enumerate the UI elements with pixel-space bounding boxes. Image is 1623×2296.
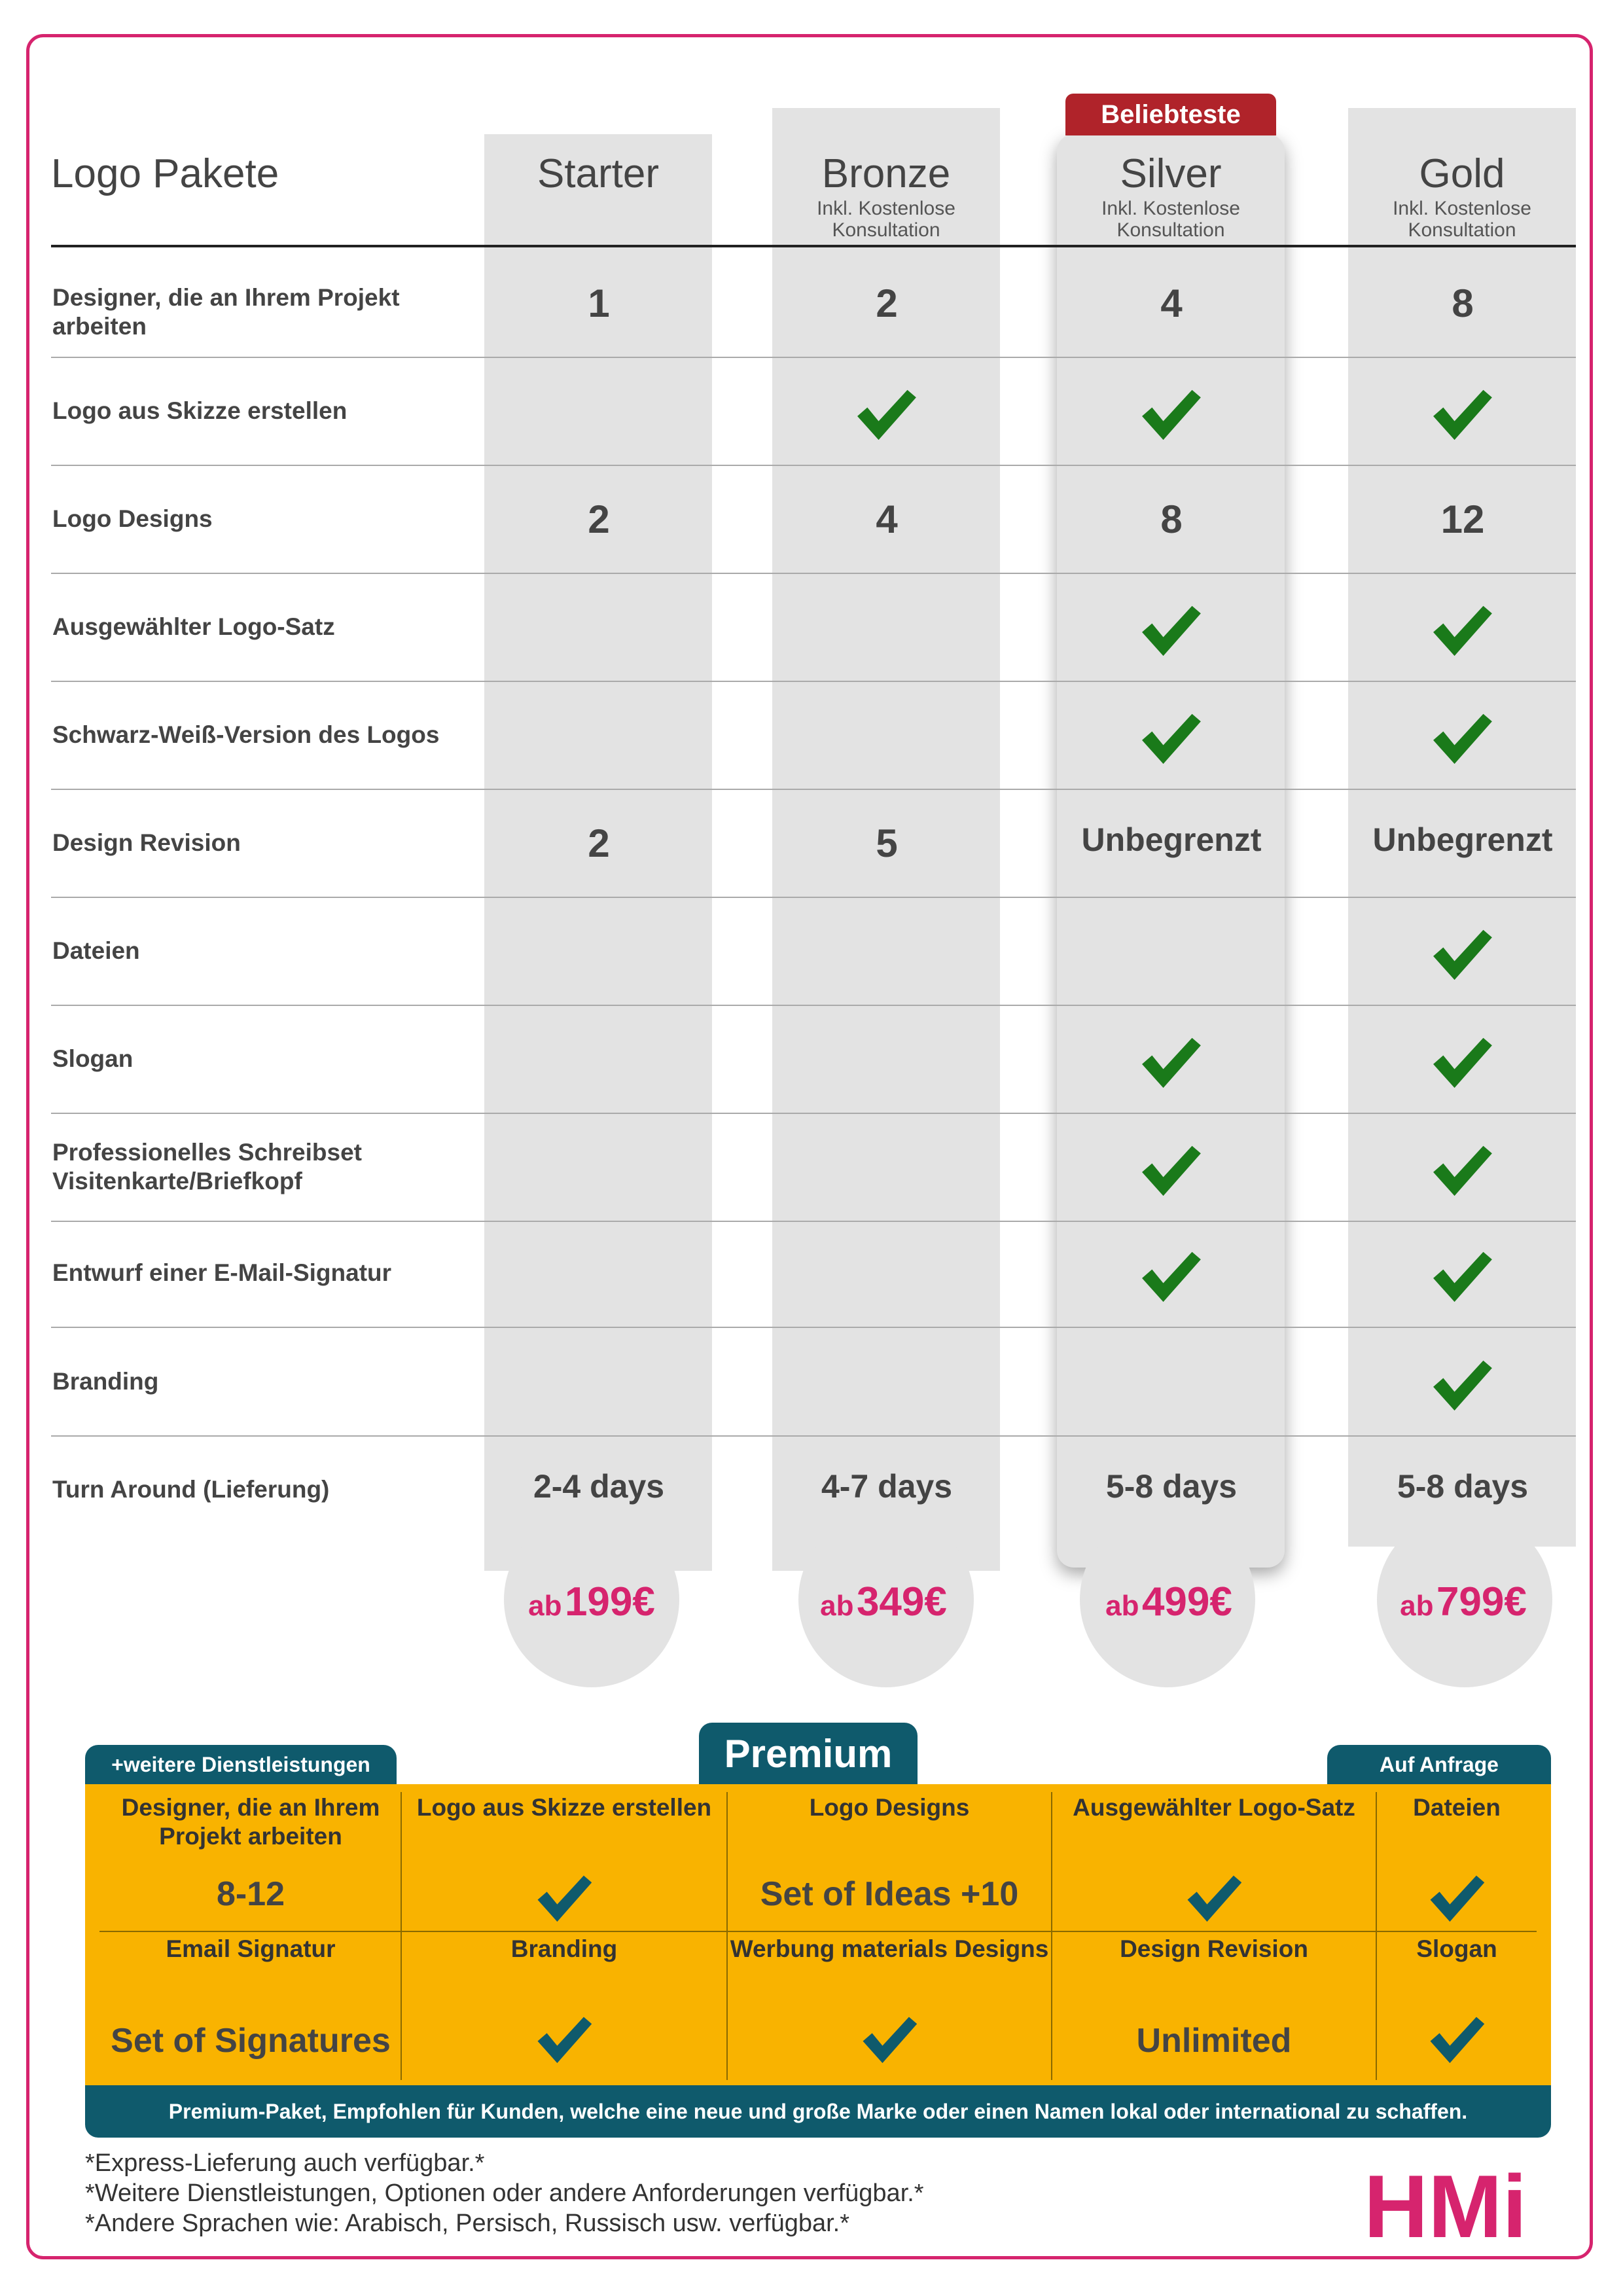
header-gold [1348,151,1576,241]
feature-label: Turn Around (Lieferung) [52,1475,330,1503]
feature-label: Ausgewählter Logo-Satz [52,613,335,640]
package-name: Bronze [821,151,951,196]
footnote: *Andere Sprachen wie: Arabisch, Persisch, Russisch usw. verfügbar.* [85,2210,850,2237]
price-prefix: ab [528,1590,562,1622]
feature-value: 5-8 days [1105,1467,1238,1505]
feature-value: 2 [588,821,610,865]
header-silver [1057,151,1285,241]
premium-column-divider [1376,1792,1377,2080]
feature-value: 4-7 days [821,1467,953,1505]
page-title: Logo Pakete [51,151,279,196]
row-divider [51,465,1576,466]
feature-value: 2-4 days [533,1467,665,1505]
package-subtitle: Konsultation [1408,219,1516,241]
price-silver [1071,1579,1267,1625]
footnote: *Express-Lieferung auch verfügbar.* [85,2149,485,2177]
premium-feature-label: Designer, die an Ihrem Projekt arbeiten [121,1794,380,1850]
footnote: *Weitere Dienstleistungen, Optionen oder andere Anforderungen verfügbar.* [85,2179,924,2207]
check-icon [1431,602,1493,658]
package-subtitle: Inkl. Kostenlose [817,198,955,219]
premium-column-divider [401,1792,402,2080]
premium-feature-label: Logo aus Skizze erstellen [416,1794,712,1821]
package-subtitle: Konsultation [832,219,940,241]
feature-value: 2 [588,497,610,541]
premium-feature-label: Dateien [1413,1794,1501,1821]
premium-feature-label: Ausgewählter Logo-Satz [1073,1794,1355,1821]
check-icon [1139,710,1202,766]
check-icon [1139,602,1202,658]
premium-check-icon [535,2013,593,2066]
price-prefix: ab [820,1590,854,1622]
row-divider [51,1005,1576,1006]
premium-feature-value: Unlimited [1136,2022,1292,2060]
premium-column-divider [726,1792,728,2080]
feature-value: 8 [1452,281,1474,325]
feature-label: Professionelles Schreibset Visitenkarte/Briefkopf [52,1138,362,1194]
feature-value: 5 [876,821,898,865]
package-subtitle: Inkl. Kostenlose [1101,198,1240,219]
price-starter [493,1579,690,1625]
package-name: Starter [537,151,660,196]
popular-badge: Beliebteste [1065,94,1276,135]
on-request-tab: Auf Anfrage [1327,1745,1551,1784]
check-icon [1139,1248,1202,1304]
check-icon [855,386,918,442]
header-divider [51,245,1576,247]
price-prefix: ab [1105,1590,1139,1622]
check-icon [1431,386,1493,442]
premium-feature-label: Werbung materials Designs [730,1935,1049,1962]
check-icon [1431,1357,1493,1413]
feature-label: Dateien [52,937,140,964]
premium-feature-label: Branding [510,1935,618,1962]
check-icon [1431,1142,1493,1198]
premium-column-divider [1051,1792,1052,2080]
premium-feature-label: Design Revision [1120,1935,1308,1962]
premium-check-icon [1428,2013,1486,2066]
row-divider [51,1435,1576,1437]
feature-label: Designer, die an Ihrem Projekt arbeiten [52,283,400,340]
row-divider [51,1221,1576,1222]
feature-value: 12 [1440,497,1485,541]
more-services-tab: +weitere Dienstleistungen [85,1745,397,1784]
feature-value: 2 [876,281,898,325]
package-subtitle: Inkl. Kostenlose [1393,198,1531,219]
premium-check-icon [861,2013,918,2066]
feature-label: Design Revision [52,829,241,856]
feature-value: 4 [876,497,898,541]
premium-feature-value: Set of Ideas +10 [760,1875,1019,1913]
feature-label: Logo aus Skizze erstellen [52,397,348,424]
row-divider [51,1327,1576,1328]
premium-feature-label: Logo Designs [809,1794,970,1821]
premium-check-icon [1185,1872,1243,1924]
package-subtitle: Konsultation [1116,219,1225,241]
feature-label: Schwarz-Weiß-Version des Logos [52,721,440,748]
feature-label: Slogan [52,1045,134,1072]
row-divider [51,573,1576,574]
check-icon [1431,710,1493,766]
feature-value: 5-8 days [1397,1467,1529,1505]
row-divider [51,789,1576,790]
package-name: Silver [1120,151,1222,196]
row-divider [51,357,1576,358]
logo-lettering: HMi [1364,2166,1527,2245]
feature-label: Branding [52,1367,159,1395]
row-divider [51,1113,1576,1114]
check-icon [1431,1034,1493,1090]
premium-feature-label: Slogan [1416,1935,1497,1962]
row-divider [51,897,1576,898]
premium-feature-label: Email Signatur [166,1935,336,1962]
price-value: 199€ [564,1579,655,1624]
hmi-logo [1364,2166,1560,2245]
feature-label: Logo Designs [52,505,213,532]
price-value: 349€ [856,1579,947,1624]
check-icon [1139,1034,1202,1090]
premium-title: Premium [699,1723,918,1785]
price-prefix: ab [1400,1590,1434,1622]
check-icon [1431,1248,1493,1304]
package-name: Gold [1419,151,1505,196]
header-starter [484,151,712,198]
price-gold [1365,1579,1561,1625]
premium-feature-value: Set of Signatures [111,2022,391,2060]
price-value: 499€ [1141,1579,1232,1624]
check-icon [1431,926,1493,982]
feature-value: 8 [1160,497,1183,541]
feature-value: 4 [1160,281,1183,325]
feature-value: Unbegrenzt [1372,821,1553,858]
row-divider [51,681,1576,682]
premium-check-icon [535,1872,593,1924]
price-bronze [785,1579,982,1625]
price-value: 799€ [1436,1579,1527,1624]
check-icon [1139,386,1202,442]
premium-row-divider [99,1931,1537,1932]
premium-note: Premium-Paket, Empfohlen für Kunden, welche eine neue und große Marke oder einen Namen lokal oder international zu schaffen. [85,2085,1551,2138]
feature-label: Entwurf einer E-Mail-Signatur [52,1259,392,1286]
header-bronze [772,151,1000,241]
premium-feature-value: 8-12 [216,1875,285,1913]
check-icon [1139,1142,1202,1198]
feature-value: 1 [588,281,610,325]
premium-check-icon [1428,1872,1486,1924]
feature-value: Unbegrenzt [1081,821,1262,858]
